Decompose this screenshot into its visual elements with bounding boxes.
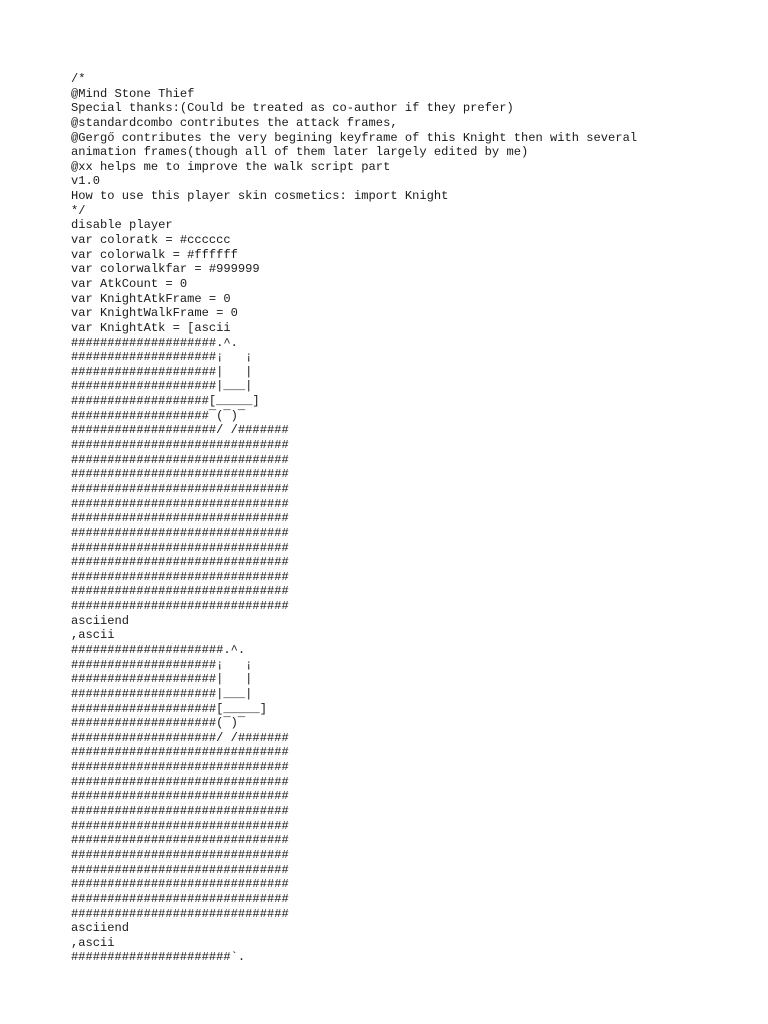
code-line: ##############################: [71, 833, 289, 848]
code-line: ####################¡ ¡: [71, 350, 253, 365]
code-line: ####################|___|: [71, 379, 253, 394]
code-line: ##############################: [71, 599, 289, 614]
code-line: */: [71, 203, 86, 218]
code-line: ##############################: [71, 496, 289, 511]
code-line: ###################¯(¯)¯: [71, 408, 246, 423]
code-line: ##############################: [71, 804, 289, 819]
code-line: ####################|___|: [71, 686, 253, 701]
code-line: ##############################: [71, 569, 289, 584]
code-line: ####################.^.: [71, 335, 238, 350]
code-line: ##############################: [71, 891, 289, 906]
code-line: ##############################: [71, 906, 289, 921]
code-line: asciiend: [71, 921, 130, 936]
code-line: ####################/ /#######: [71, 423, 289, 438]
code-line: disable player: [71, 218, 173, 233]
code-line: asciiend: [71, 613, 130, 628]
code-line: ####################¡ ¡: [71, 657, 253, 672]
code-line: var coloratk = #cccccc: [71, 233, 231, 248]
code-line: var colorwalk = #ffffff: [71, 247, 238, 262]
code-line: ##############################: [71, 789, 289, 804]
code-line: ##############################: [71, 862, 289, 877]
code-line: ,ascii: [71, 628, 115, 643]
code-line: ##############################: [71, 511, 289, 526]
code-line: /*: [71, 72, 86, 86]
code-line: ,ascii: [71, 935, 115, 950]
code-line: ##############################: [71, 877, 289, 892]
code-line: ####################/ /#######: [71, 730, 289, 745]
code-line: ##############################: [71, 774, 289, 789]
code-line: v1.0: [71, 174, 101, 189]
code-line: var AtkCount = 0: [71, 276, 188, 291]
code-line: animation frames(though all of them later largely edited by me): [71, 145, 529, 160]
code-line: Special thanks:(Could be treated as co-author if they prefer): [71, 101, 514, 116]
code-text-block: [71, 72, 768, 965]
code-line: ##############################: [71, 584, 289, 599]
code-line: ##############################: [71, 438, 289, 453]
code-line: ##############################: [71, 525, 289, 540]
code-line: ##############################: [71, 452, 289, 467]
code-line: var colorwalkfar = #999999: [71, 262, 260, 277]
code-line: var KnightAtk = [ascii: [71, 320, 231, 335]
code-line: ##############################: [71, 847, 289, 862]
code-line: ####################(¯)¯: [71, 716, 246, 731]
code-line: ######################`.: [71, 950, 246, 965]
code-line: var KnightAtkFrame = 0: [71, 291, 231, 306]
code-line: ####################| |: [71, 364, 253, 379]
code-line: @standardcombo contributes the attack frames,: [71, 115, 398, 130]
code-line: @Mind Stone Thief: [71, 86, 195, 101]
code-line: ##############################: [71, 745, 289, 760]
code-line: ##############################: [71, 481, 289, 496]
code-line: ####################| |: [71, 672, 253, 687]
code-line: How to use this player skin cosmetics: import Knight: [71, 189, 449, 204]
code-line: @Gergő contributes the very begining keyframe of this Knight then with several: [71, 130, 638, 145]
code-line: ##############################: [71, 467, 289, 482]
code-line: ####################[_____]: [71, 701, 267, 716]
code-line: ###################[_____]: [71, 394, 260, 409]
code-line: @xx helps me to improve the walk script part: [71, 159, 391, 174]
code-line: ##############################: [71, 818, 289, 833]
code-line: ##############################: [71, 760, 289, 775]
code-line: ##############################: [71, 555, 289, 570]
code-line: var KnightWalkFrame = 0: [71, 306, 238, 321]
code-line: #####################.^.: [71, 642, 246, 657]
code-line: ##############################: [71, 540, 289, 555]
